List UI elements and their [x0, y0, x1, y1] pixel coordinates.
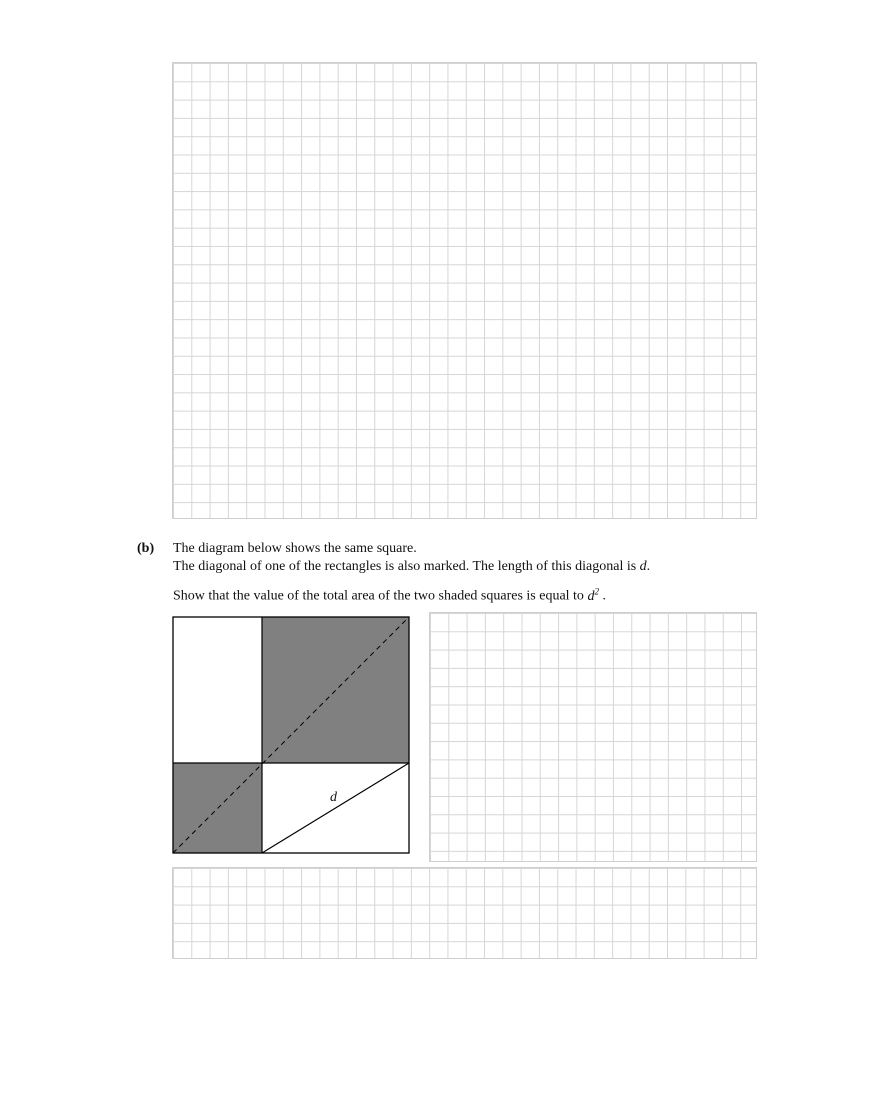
question-line-3-text: Show that the value of the total area of the two shaded squares is equal to	[173, 588, 588, 604]
question-line-2-end: .	[646, 559, 651, 574]
question-line-2	[173, 559, 650, 575]
answer-grid-right	[429, 612, 757, 862]
variable-d-squared: $d^2$	[587, 586, 599, 604]
exponent: 2	[594, 586, 599, 596]
question-line-1: The diagram below shows the same square.	[173, 541, 417, 556]
answer-grid-bottom	[172, 867, 757, 959]
square-diagram	[170, 614, 412, 856]
question-line-3	[173, 586, 606, 605]
question-line-2-text: The diagonal of one of the rectangles is also marked. The length of this diagonal is	[173, 559, 640, 574]
question-line-3-end: .	[598, 588, 606, 604]
large-shaded-square	[262, 617, 409, 763]
variable-d: d	[639, 559, 647, 574]
answer-grid-top	[172, 62, 757, 519]
part-label: (b)	[137, 541, 155, 556]
diagonal-label: d	[330, 790, 337, 805]
